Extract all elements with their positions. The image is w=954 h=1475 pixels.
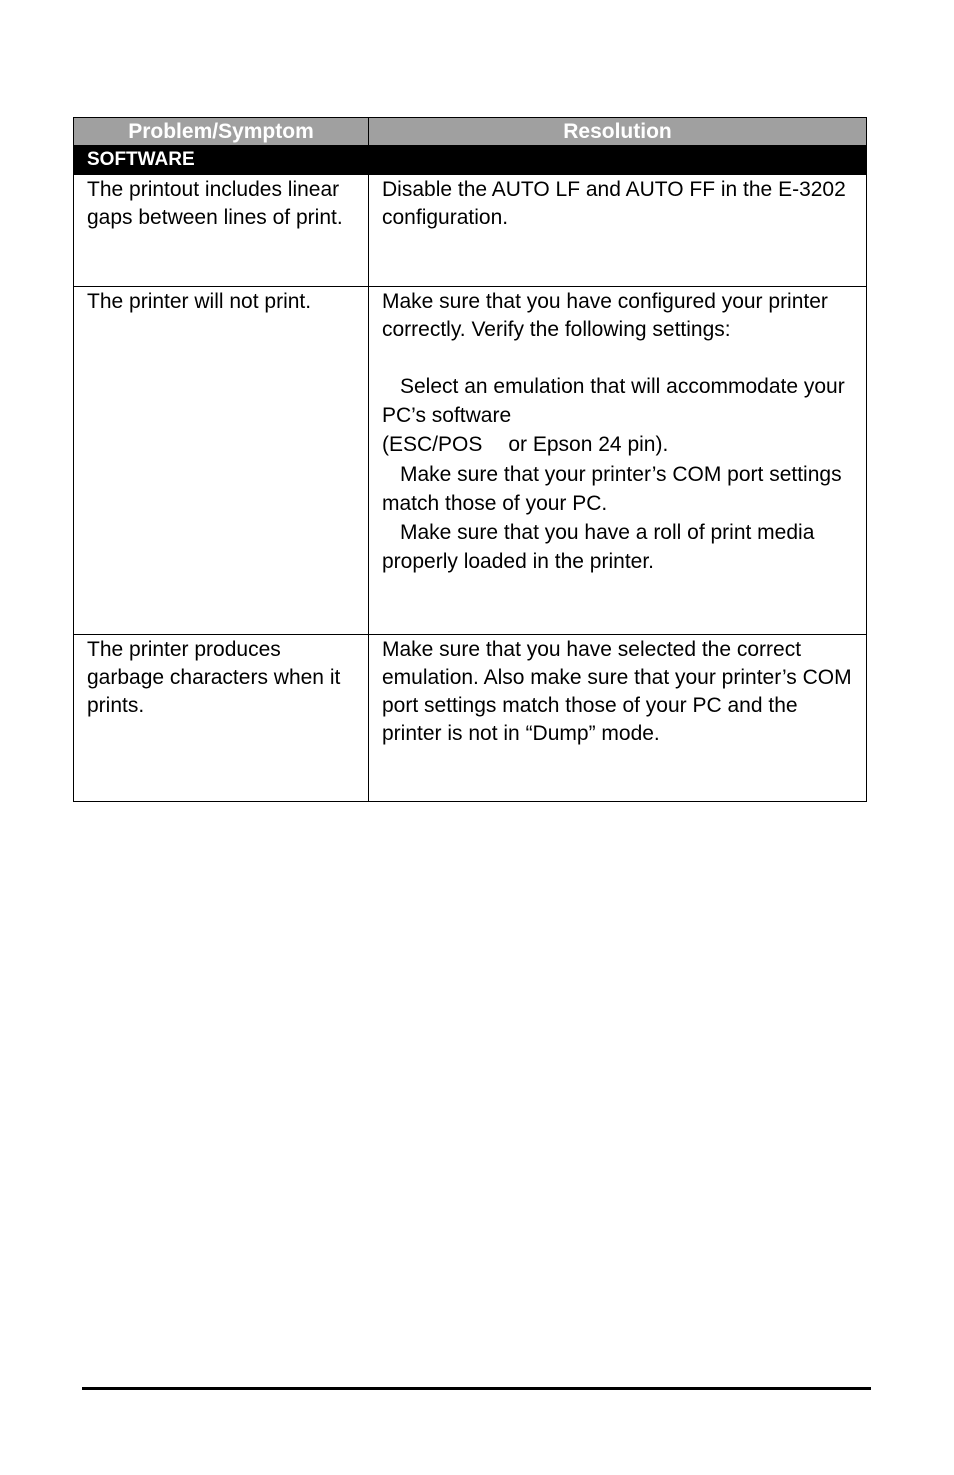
step-com-port: Make sure that your printer’s COM port settings match those of your PC. [382, 463, 842, 515]
emulation-option-epson: or Epson 24 pin). [508, 433, 669, 456]
table-row [74, 287, 867, 635]
table-row [74, 635, 867, 802]
troubleshooting-table [73, 117, 867, 802]
problem-cell [74, 635, 369, 802]
header-resolution: Resolution [369, 118, 867, 146]
header-problem-symptom: Problem/Symptom [74, 118, 369, 146]
step-print-media: Make sure that you have a roll of print media properly loaded in the printer. [382, 521, 815, 573]
section-label: SOFTWARE [74, 146, 369, 175]
section-row-software [74, 146, 867, 175]
step-select-emulation: Select an emulation that will accommodate your PC’s software [382, 375, 845, 427]
problem-text: The printer produces garbage characters when it prints. [87, 638, 341, 717]
problem-cell [74, 175, 369, 287]
resolution-cell [369, 175, 867, 287]
table-row [74, 175, 867, 287]
emulation-option-escpos: (ESC/POS [382, 433, 483, 456]
footer-rule [82, 1387, 871, 1390]
problem-text: The printout includes linear gaps between lines of print. [87, 178, 343, 229]
resolution-intro-text: Make sure that you have configured your printer correctly. Verify the following settings: [382, 290, 828, 341]
table-header-row [74, 118, 867, 146]
problem-cell [74, 287, 369, 635]
problem-text: The printer will not print. [87, 290, 312, 313]
resolution-cell [369, 635, 867, 802]
resolution-cell [369, 287, 867, 635]
paragraph-gap [382, 344, 854, 372]
resolution-text: Make sure that you have selected the correct emulation. Also make sure that your printer’s COM port settings match those of your PC and the printer is not in “Dump” mode. [382, 638, 852, 745]
emulation-options-line [382, 430, 854, 460]
section-blank-cell [369, 146, 867, 175]
resolution-text: Disable the AUTO LF and AUTO FF in the E-3202 configuration. [382, 178, 846, 229]
